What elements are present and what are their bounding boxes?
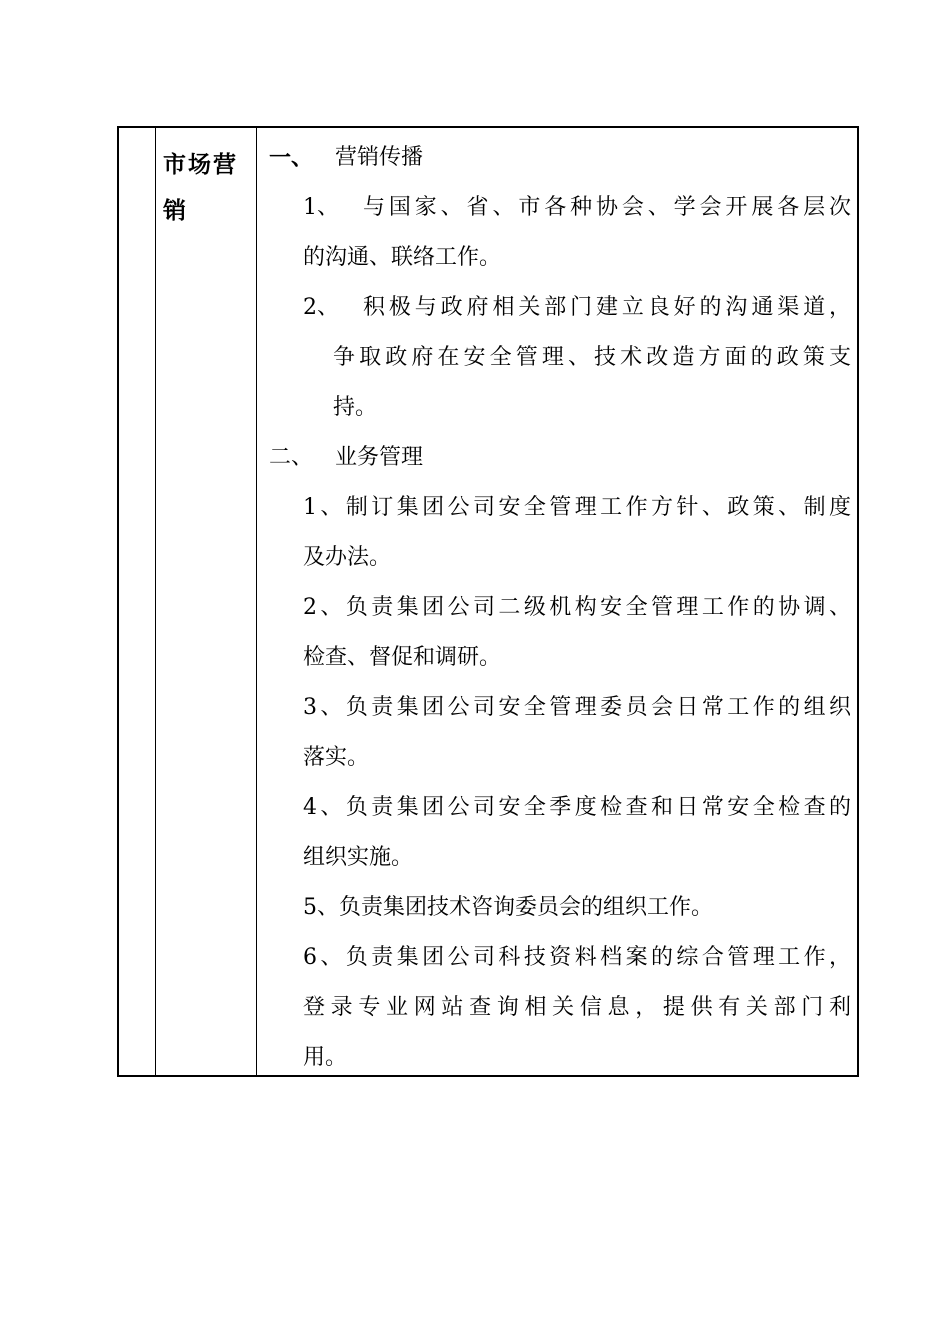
item-number: 1、 — [303, 195, 339, 220]
responsibility-table — [117, 126, 859, 1077]
item-text: 3、负责集团公司安全管理委员会日常工作的组织 — [303, 695, 851, 720]
item-text: 组织实施。 — [303, 845, 414, 870]
column-divider — [256, 128, 257, 1075]
item-text: 的沟通、联络工作。 — [303, 245, 502, 270]
section-number: 一、 — [269, 145, 314, 171]
section-title: 营销传播 — [335, 145, 424, 170]
item-text: 登录专业网站查询相关信息，提供有关部门利 — [303, 995, 851, 1020]
item-text: 2、负责集团公司二级机构安全管理工作的协调、 — [303, 595, 851, 620]
section-title: 业务管理 — [335, 445, 424, 470]
item-text: 1、制订集团公司安全管理工作方针、政策、制度 — [303, 495, 851, 520]
item-text: 及办法。 — [303, 545, 392, 570]
item-text: 用。 — [303, 1045, 348, 1070]
item-text: 争取政府在安全管理、技术改造方面的政策支 — [333, 345, 851, 370]
department-name: 市场营销 — [163, 151, 238, 224]
section-number: 二、 — [269, 445, 314, 470]
item-text: 积极与政府相关部门建立良好的沟通渠道， — [363, 295, 851, 320]
item-text: 检查、督促和调研。 — [303, 645, 502, 670]
item-text: 5、负责集团技术咨询委员会的组织工作。 — [303, 895, 713, 920]
item-text: 与国家、省、市各种协会、学会开展各层次 — [363, 195, 851, 220]
item-number: 2、 — [303, 295, 339, 320]
item-text: 6、负责集团公司科技资料档案的综合管理工作， — [303, 945, 851, 970]
item-text: 落实。 — [303, 745, 370, 770]
item-text: 4、负责集团公司安全季度检查和日常安全检查的 — [303, 795, 851, 820]
column-divider — [155, 128, 156, 1075]
item-text: 持。 — [333, 395, 378, 420]
